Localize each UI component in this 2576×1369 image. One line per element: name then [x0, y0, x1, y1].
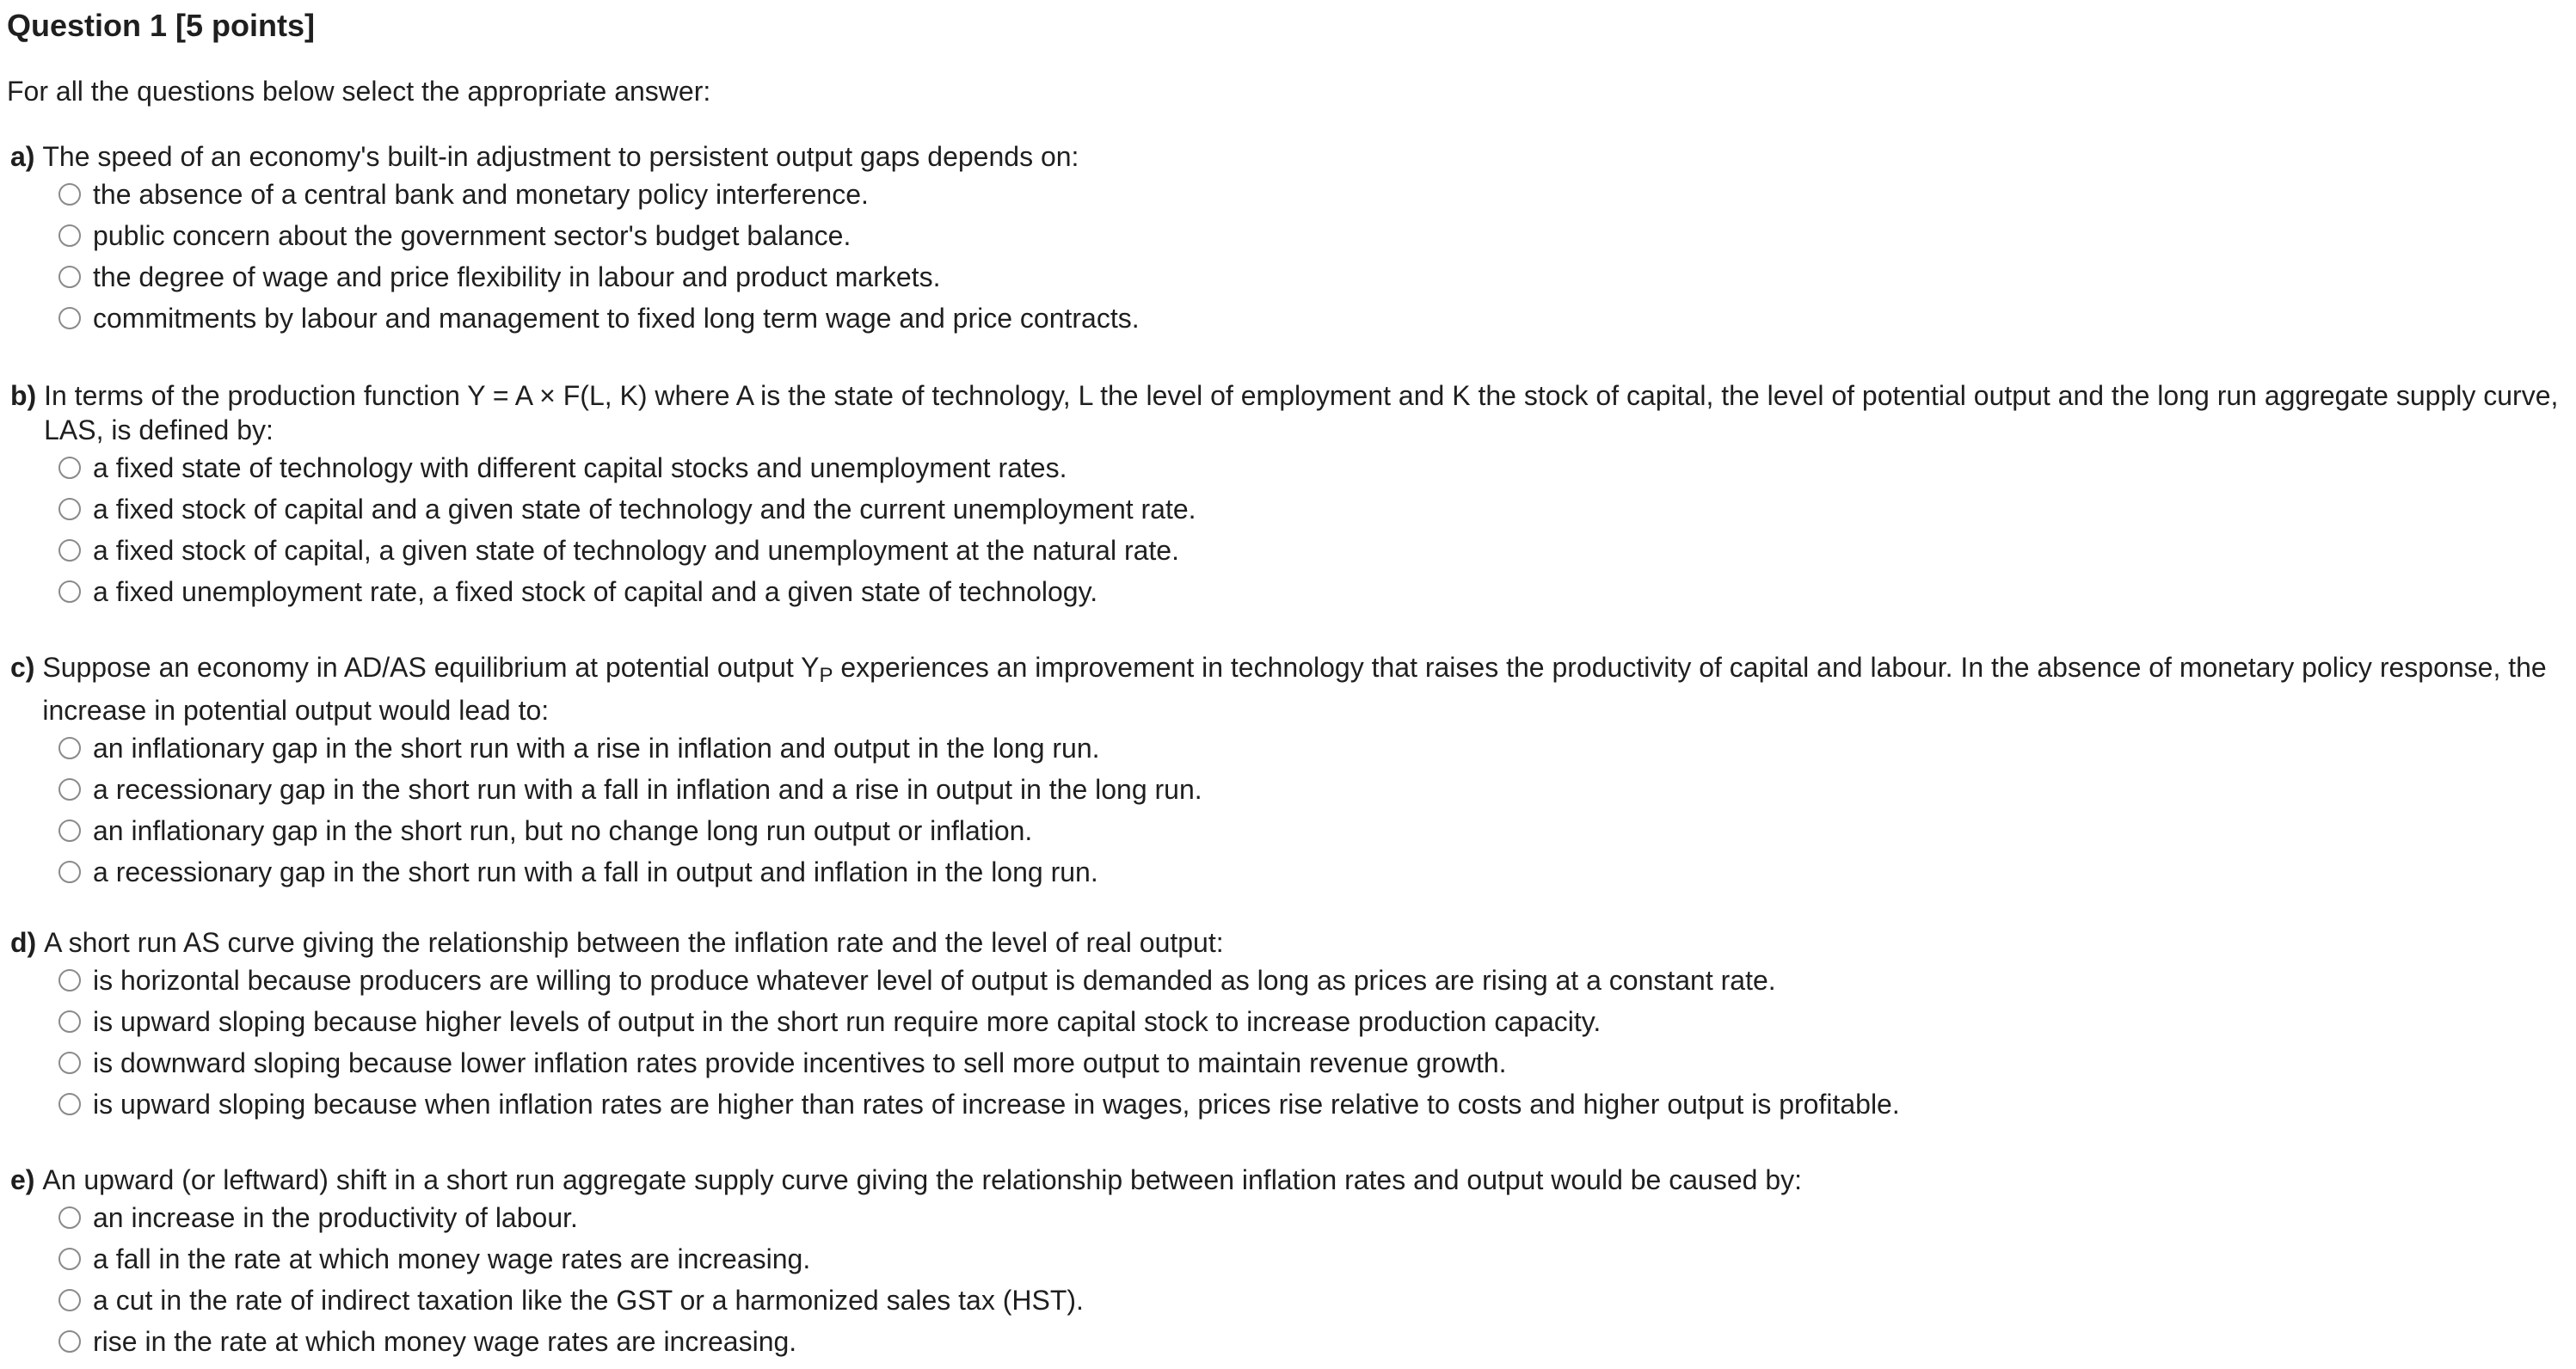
- question-instructions: For all the questions below select the appropriate answer:: [7, 76, 711, 107]
- question-b-option-4[interactable]: [10, 571, 2576, 612]
- question-b-option-1[interactable]: [10, 447, 2576, 488]
- radio-button[interactable]: [58, 498, 81, 520]
- radio-button[interactable]: [58, 820, 81, 842]
- question-c-letter: c): [10, 652, 35, 683]
- radio-button[interactable]: [58, 778, 81, 801]
- question-a: [10, 139, 2576, 339]
- question-e-letter: e): [10, 1164, 35, 1195]
- radio-button[interactable]: [58, 1248, 81, 1270]
- question-e: [10, 1163, 2576, 1362]
- option-label: a recessionary gap in the short run with a fall in output and inflation in the long run.: [93, 856, 1098, 887]
- radio-button[interactable]: [58, 1330, 81, 1353]
- question-a-option-1[interactable]: [10, 174, 2576, 215]
- option-label: an increase in the productivity of labour.: [93, 1202, 578, 1233]
- question-b-option-2[interactable]: [10, 488, 2576, 530]
- radio-button[interactable]: [58, 1093, 81, 1115]
- option-label: a fixed stock of capital and a given state of technology and the current unemployment rate.: [93, 494, 1196, 525]
- option-label: is upward sloping because higher levels of output in the short run require more capital stock to increase production capacity.: [93, 1006, 1602, 1037]
- question-title: Question 1 [5 points]: [7, 8, 316, 43]
- option-label: the degree of wage and price flexibility in labour and product markets.: [93, 261, 941, 292]
- option-label: a fall in the rate at which money wage rates are increasing.: [93, 1243, 811, 1274]
- question-a-option-2[interactable]: [10, 215, 2576, 256]
- subscript-p: P: [819, 664, 833, 687]
- question-a-option-4[interactable]: [10, 298, 2576, 339]
- radio-button[interactable]: [58, 580, 81, 603]
- option-label: is upward sloping because when inflation rates are higher than rates of increase in wages, prices rise relative to costs and higher output is profitable.: [93, 1089, 1900, 1120]
- option-label: a fixed stock of capital, a given state of technology and unemployment at the natural rate.: [93, 535, 1179, 566]
- question-e-option-4[interactable]: [10, 1321, 2576, 1362]
- question-b: [10, 378, 2576, 612]
- question-d-option-3[interactable]: [10, 1042, 2576, 1084]
- radio-button[interactable]: [58, 183, 81, 206]
- question-c: [10, 650, 2576, 893]
- question-e-option-1[interactable]: [10, 1197, 2576, 1238]
- question-b-text: In terms of the production function Y = A × F(L, K) where A is the state of technology, L the level of employment and K the stock of capital, the level of potential output and the long run aggregate supply curve, LAS, is defined by:: [44, 380, 2559, 445]
- question-d-option-1[interactable]: [10, 960, 2576, 1001]
- question-e-options: [10, 1197, 2576, 1362]
- radio-button[interactable]: [58, 737, 81, 759]
- question-a-letter: a): [10, 141, 35, 172]
- radio-button[interactable]: [58, 1289, 81, 1311]
- option-label: rise in the rate at which money wage rates are increasing.: [93, 1326, 797, 1357]
- radio-button[interactable]: [58, 224, 81, 247]
- question-c-option-3[interactable]: [10, 810, 2576, 851]
- option-label: is horizontal because producers are willing to produce whatever level of output is demanded as long as prices are rising at a constant rate.: [93, 965, 1776, 996]
- radio-button[interactable]: [58, 969, 81, 991]
- question-c-option-2[interactable]: [10, 769, 2576, 810]
- question-d-stem: [10, 925, 2569, 960]
- question-c-option-1[interactable]: [10, 727, 2576, 769]
- option-label: public concern about the government sector's budget balance.: [93, 220, 851, 251]
- question-c-options: [10, 727, 2576, 893]
- option-label: a fixed state of technology with different capital stocks and unemployment rates.: [93, 452, 1067, 483]
- radio-button[interactable]: [58, 307, 81, 329]
- option-label: a fixed unemployment rate, a fixed stock of capital and a given state of technology.: [93, 576, 1098, 607]
- question-d: [10, 925, 2576, 1125]
- question-b-stem: [10, 378, 2569, 447]
- radio-button[interactable]: [58, 1010, 81, 1033]
- question-b-options: [10, 447, 2576, 612]
- question-c-option-4[interactable]: [10, 851, 2576, 893]
- question-a-text: The speed of an economy's built-in adjustment to persistent output gaps depends on:: [42, 141, 1079, 172]
- question-d-text: A short run AS curve giving the relationship between the inflation rate and the level of real output:: [44, 927, 1224, 958]
- option-label: the absence of a central bank and monetary policy interference.: [93, 179, 869, 210]
- option-label: an inflationary gap in the short run with a rise in inflation and output in the long run.: [93, 733, 1100, 764]
- radio-button[interactable]: [58, 457, 81, 479]
- question-e-text: An upward (or leftward) shift in a short run aggregate supply curve giving the relationship between inflation rates and output would be caused by:: [42, 1164, 1802, 1195]
- question-e-option-2[interactable]: [10, 1238, 2576, 1280]
- radio-button[interactable]: [58, 266, 81, 288]
- question-a-option-3[interactable]: [10, 256, 2576, 298]
- radio-button[interactable]: [58, 861, 81, 883]
- radio-button[interactable]: [58, 1206, 81, 1229]
- radio-button[interactable]: [58, 1052, 81, 1074]
- question-b-option-3[interactable]: [10, 530, 2576, 571]
- option-label: an inflationary gap in the short run, but no change long run output or inflation.: [93, 815, 1033, 846]
- question-c-stem: [10, 650, 2569, 727]
- question-d-letter: d): [10, 927, 37, 958]
- question-d-option-4[interactable]: [10, 1084, 2576, 1125]
- question-d-options: [10, 960, 2576, 1125]
- option-label: a recessionary gap in the short run with a fall in inflation and a rise in output in the long run.: [93, 774, 1202, 805]
- question-c-text: Suppose an economy in AD/AS equilibrium at potential output $Y_P$ experiences an improvement in technology that raises the productivity of capital and labour. In the absence of monetary policy response, the increase in potential output would lead to:: [42, 652, 2547, 726]
- question-b-letter: b): [10, 380, 37, 411]
- option-label: a cut in the rate of indirect taxation like the GST or a harmonized sales tax (HST).: [93, 1285, 1084, 1316]
- question-a-stem: [10, 139, 2569, 174]
- option-label: is downward sloping because lower inflation rates provide incentives to sell more output to maintain revenue growth.: [93, 1047, 1507, 1078]
- question-a-options: [10, 174, 2576, 339]
- question-e-stem: [10, 1163, 2569, 1197]
- question-d-option-2[interactable]: [10, 1001, 2576, 1042]
- option-label: commitments by labour and management to fixed long term wage and price contracts.: [93, 303, 1140, 334]
- radio-button[interactable]: [58, 539, 81, 562]
- question-e-option-3[interactable]: [10, 1280, 2576, 1321]
